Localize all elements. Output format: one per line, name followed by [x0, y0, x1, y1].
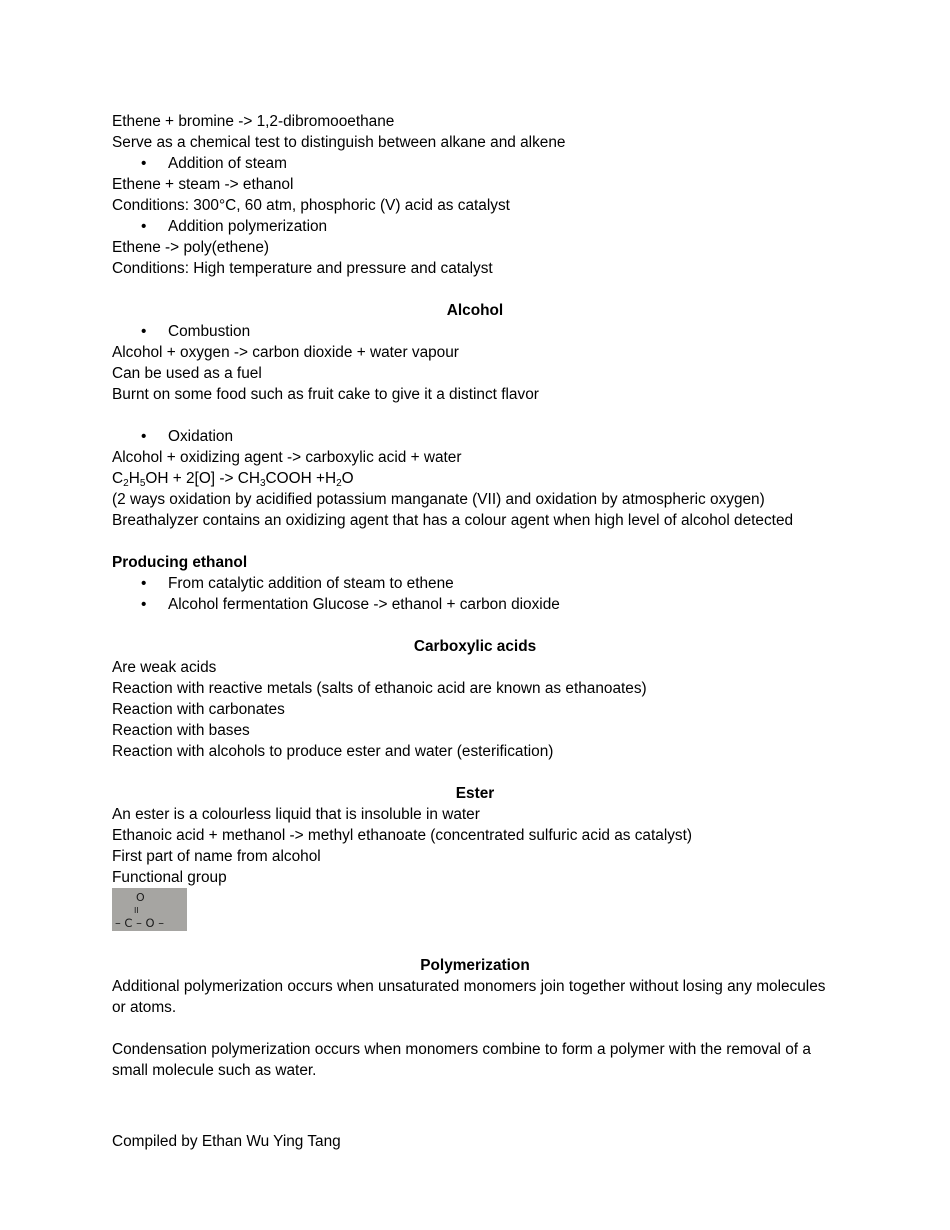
text-line: Reaction with carbonates [112, 701, 285, 718]
text-line: Reaction with bases [112, 722, 250, 739]
bullet-item [112, 321, 838, 342]
section-heading-ester: Ester [455, 785, 495, 802]
spacer [112, 1018, 838, 1039]
text-line: Ethanoic acid + methanol -> methyl ethanoate (concentrated sulfuric acid as catalyst) [112, 827, 693, 844]
bullet-icon: • [141, 218, 147, 235]
text-line: An ester is a colourless liquid that is insoluble in water [112, 806, 480, 823]
section-heading-carboxylic-acids: Carboxylic acids [413, 638, 537, 655]
oxygen-label: O [136, 891, 145, 904]
bullet-icon: • [141, 428, 147, 445]
text-line: Are weak acids [112, 659, 217, 676]
bullet-label: From catalytic addition of steam to ethene [168, 575, 454, 592]
spacer [112, 405, 838, 426]
bullet-label: Alcohol fermentation Glucose -> ethanol + carbon dioxide [168, 596, 560, 613]
bullet-label: Oxidation [168, 428, 234, 445]
spacer [112, 762, 838, 783]
bullet-icon: • [141, 575, 147, 592]
bullet-item [112, 573, 838, 594]
bullet-item [112, 153, 838, 174]
bullet-label: Combustion [168, 323, 251, 340]
text-line: Serve as a chemical test to distinguish between alkane and alkene [112, 134, 566, 151]
text-line: Reaction with reactive metals (salts of ethanoic acid are known as ethanoates) [112, 680, 647, 697]
text-line: Can be used as a fuel [112, 365, 262, 382]
functional-group-image [112, 888, 187, 931]
chemical-equation: $C_2H_5OH + 2[O]$ -> $CH_3COOH +H_2O$ [112, 470, 354, 489]
text-line: Ethene + bromine -> 1,2-dibromooethane [112, 113, 395, 130]
paragraph: Additional polymerization occurs when unsaturated monomers join together without losing any molecules or atoms. [112, 978, 826, 1016]
text-line: Ethene -> poly(ethene) [112, 239, 270, 256]
document-body [112, 111, 838, 1081]
bullet-label: Addition polymerization [168, 218, 328, 235]
section-heading-polymerization: Polymerization [420, 957, 530, 974]
text-line: Functional group [112, 869, 227, 886]
paragraph: Condensation polymerization occurs when monomers combine to form a polymer with the removal of a small molecule such as water. [112, 1041, 811, 1079]
text-line: Breathalyzer contains an oxidizing agent that has a colour agent when high level of alcohol detected [112, 512, 794, 529]
footer-credit: Compiled by Ethan Wu Ying Tang [112, 1133, 341, 1150]
bullet-icon: • [141, 323, 147, 340]
text-line: Alcohol + oxidizing agent -> carboxylic acid + water [112, 449, 462, 466]
section-heading-alcohol: Alcohol [446, 302, 504, 319]
bullet-icon: • [141, 155, 147, 172]
bullet-item [112, 426, 838, 447]
text-line: (2 ways oxidation by acidified potassium manganate (VII) and oxidation by atmospheric oxygen) [112, 491, 765, 508]
section-heading-producing-ethanol: Producing ethanol [112, 554, 248, 571]
text-line: Conditions: 300°C, 60 atm, phosphoric (V) acid as catalyst [112, 197, 510, 214]
text-line: Burnt on some food such as fruit cake to give it a distinct flavor [112, 386, 539, 403]
text-line: First part of name from alcohol [112, 848, 321, 865]
bullet-item [112, 594, 838, 615]
spacer [112, 934, 838, 955]
text-line: Reaction with alcohols to produce ester and water (esterification) [112, 743, 554, 760]
spacer [112, 615, 838, 636]
ester-functional-group-diagram [112, 888, 187, 931]
text-line: Conditions: High temperature and pressure and catalyst [112, 260, 493, 277]
spacer [112, 531, 838, 552]
spacer [112, 279, 838, 300]
text-line: Ethene + steam -> ethanol [112, 176, 294, 193]
ester-chain-label: – C – O – [115, 916, 164, 930]
text-line: Alcohol + oxygen -> carbon dioxide + water vapour [112, 344, 459, 361]
double-bond-mark: II [134, 906, 139, 915]
bullet-item [112, 216, 838, 237]
bullet-label: Addition of steam [168, 155, 287, 172]
bullet-icon: • [141, 596, 147, 613]
